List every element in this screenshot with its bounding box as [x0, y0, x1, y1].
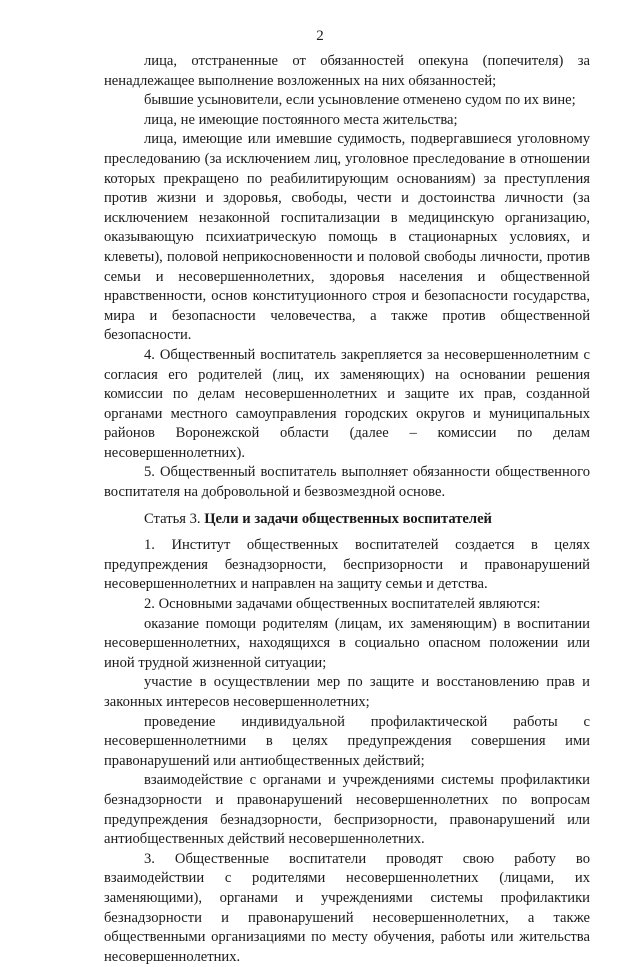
paragraph: 3. Общественные воспитатели проводят свою работу во взаимодействии с родителями несовершеннолетних (лицами, их заменяющими), органами и учреждениями системы профилактики безнадзорности и правонарушений несовершеннолетних, а также общественными организациями по месту обучения, работы или жительства несовершеннолетних.	[104, 850, 590, 965]
paragraph: лица, отстраненные от обязанностей опекуна (попечителя) за ненадлежащее выполнение возложенных на них обязанностей;	[104, 53, 590, 89]
article-number: Статья 3.	[144, 510, 201, 527]
article-title: Цели и задачи общественных воспитателей	[204, 510, 492, 527]
paragraph: 5. Общественный воспитатель выполняет обязанности общественного воспитателя на добровольной и безвозмездной основе.	[104, 464, 590, 501]
page-number: 2	[316, 28, 324, 44]
article-heading	[104, 510, 590, 530]
paragraph: проведение индивидуальной профилактической работы с несовершеннолетними в целях предупреждения совершения ими правонарушений или антиобщественных действий;	[104, 713, 590, 769]
paragraph: взаимодействие с органами и учреждениями системы профилактики безнадзорности и правонарушений несовершеннолетних по вопросам предупреждения безнадзорности, беспризорности, правонарушений или антиобщественных действий несовершеннолетних.	[104, 772, 590, 848]
paragraph: участие в осуществлении мер по защите и восстановлению прав и законных интересов несовершеннолетних;	[104, 674, 590, 710]
paragraph: 1. Институт общественных воспитателей создается в целях предупреждения безнадзорности, беспризорности и правонарушений несовершеннолетних и направлен на защиту семьи и детства.	[104, 537, 590, 593]
paragraph: 2. Основными задачами общественных воспитателей являются:	[144, 596, 541, 613]
paragraph: оказание помощи родителям (лицам, их заменяющим) в воспитании несовершеннолетних, находящихся в социально опасном положении или иной трудной жизненной ситуации;	[104, 615, 590, 671]
paragraph: бывшие усыновители, если усыновление отменено судом по их вине;	[144, 92, 576, 109]
paragraph: лица, не имеющие постоянного места жительства;	[144, 111, 458, 128]
document-body	[104, 52, 590, 967]
paragraph: лица, имеющие или имевшие судимость, подвергавшиеся уголовному преследованию (за исключением лиц, уголовное преследование в отношении которых прекращено по реабилитирующим основаниям) за преступления против жизни и здоровья, свободы, чести и достоинства личности (за исключением незаконной госпитализации в медицинскую организацию, оказывающую психиатрическую помощь в стационарных условиях, и клеветы), половой неприкосновенности и половой свободы личности, против семьи и несовершеннолетних, здоровья населения и общественной нравственности, основ конституционного строя и безопасности государства, мира и безопасности человечества, а также против общественной безопасности.	[104, 131, 590, 344]
paragraph: 4. Общественный воспитатель закрепляется за несовершеннолетним с согласия его родителей (лиц, их заменяющих) на основании решения комиссии по делам несовершеннолетних и защите их прав, созданной органами местного самоуправления городских округов и муниципальных районов Воронежской области (далее – комиссии по делам несовершеннолетних).	[104, 346, 590, 461]
